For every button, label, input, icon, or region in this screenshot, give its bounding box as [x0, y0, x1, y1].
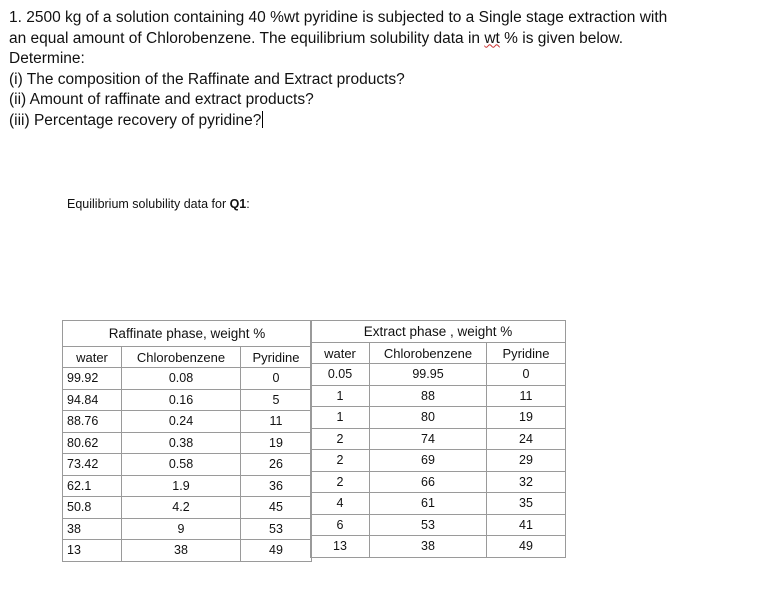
raffinate-cell: 5 [241, 389, 312, 411]
raffinate-cell: 94.84 [63, 389, 122, 411]
extract-header-pyridine: Pyridine [487, 343, 566, 364]
extract-cell: 38 [370, 536, 487, 558]
raffinate-cell: 88.76 [63, 411, 122, 433]
raffinate-cell: 99.92 [63, 368, 122, 390]
extract-row [311, 493, 566, 515]
text-cursor[interactable] [262, 111, 263, 128]
extract-cell: 49 [487, 536, 566, 558]
raffinate-cell: 13 [63, 540, 122, 562]
raffinate-row [63, 389, 312, 411]
extract-row [311, 407, 566, 429]
question-item-3 [9, 111, 759, 132]
extract-cell: 1 [311, 385, 370, 407]
extract-cell: 24 [487, 428, 566, 450]
extract-cell: 29 [487, 450, 566, 472]
extract-cell: 6 [311, 514, 370, 536]
extract-cell: 35 [487, 493, 566, 515]
extract-cell: 19 [487, 407, 566, 429]
table-caption [67, 197, 250, 211]
extract-cell: 0.05 [311, 364, 370, 386]
raffinate-cell: 0.16 [122, 389, 241, 411]
raffinate-cell: 38 [63, 518, 122, 540]
question-determine: Determine: [9, 50, 85, 67]
raffinate-row [63, 518, 312, 540]
raffinate-cell: 1.9 [122, 475, 241, 497]
raffinate-header-chlorobenzene: Chlorobenzene [122, 347, 241, 368]
raffinate-cell: 0 [241, 368, 312, 390]
raffinate-table [62, 320, 312, 562]
raffinate-cell: 49 [241, 540, 312, 562]
extract-cell: 13 [311, 536, 370, 558]
raffinate-cell: 62.1 [63, 475, 122, 497]
raffinate-title: Raffinate phase, weight % [63, 321, 312, 347]
raffinate-cell: 36 [241, 475, 312, 497]
question-line-1: 1. 2500 kg of a solution containing 40 %wt pyridine is subjected to a Single stage extraction with [9, 9, 668, 26]
raffinate-cell: 9 [122, 518, 241, 540]
extract-cell: 74 [370, 428, 487, 450]
raffinate-cell: 80.62 [63, 432, 122, 454]
extract-cell: 2 [311, 471, 370, 493]
raffinate-cell: 50.8 [63, 497, 122, 519]
extract-cell: 4 [311, 493, 370, 515]
extract-row [311, 428, 566, 450]
spellcheck-word-wt: wt [484, 29, 500, 47]
extract-row [311, 364, 566, 386]
extract-cell: 41 [487, 514, 566, 536]
raffinate-cell: 38 [122, 540, 241, 562]
extract-row [311, 514, 566, 536]
extract-cell: 69 [370, 450, 487, 472]
raffinate-cell: 0.38 [122, 432, 241, 454]
raffinate-row [63, 411, 312, 433]
raffinate-cell: 0.08 [122, 368, 241, 390]
extract-row [311, 471, 566, 493]
extract-cell: 88 [370, 385, 487, 407]
extract-cell: 2 [311, 428, 370, 450]
raffinate-cell: 73.42 [63, 454, 122, 476]
extract-table [310, 320, 566, 558]
raffinate-row [63, 368, 312, 390]
extract-cell: 0 [487, 364, 566, 386]
extract-row [311, 385, 566, 407]
extract-cell: 80 [370, 407, 487, 429]
raffinate-cell: 26 [241, 454, 312, 476]
question-item-1: (i) The composition of the Raffinate and Extract products? [9, 70, 405, 88]
raffinate-row [63, 454, 312, 476]
raffinate-header-water: water [63, 347, 122, 368]
extract-cell: 53 [370, 514, 487, 536]
raffinate-row [63, 540, 312, 562]
question-line-2 [9, 29, 759, 50]
question-item-2: (ii) Amount of raffinate and extract products? [9, 91, 314, 108]
caption-colon: : [246, 197, 250, 211]
extract-cell: 61 [370, 493, 487, 515]
extract-header-chlorobenzene: Chlorobenzene [370, 343, 487, 364]
caption-text: Equilibrium solubility data for [67, 197, 230, 211]
extract-row [311, 536, 566, 558]
raffinate-cell: 45 [241, 497, 312, 519]
extract-cell: 32 [487, 471, 566, 493]
caption-bold: Q1 [229, 197, 247, 211]
raffinate-row [63, 432, 312, 454]
raffinate-row [63, 497, 312, 519]
raffinate-row [63, 475, 312, 497]
question-text [9, 8, 759, 131]
extract-cell: 1 [311, 407, 370, 429]
extract-title: Extract phase , weight % [311, 321, 566, 343]
extract-cell: 99.95 [370, 364, 487, 386]
raffinate-cell: 4.2 [122, 497, 241, 519]
question-item-3-text: (iii) Percentage recovery of pyridine? [9, 111, 262, 129]
extract-cell: 11 [487, 385, 566, 407]
raffinate-header-pyridine: Pyridine [241, 347, 312, 368]
raffinate-cell: 19 [241, 432, 312, 454]
extract-cell: 66 [370, 471, 487, 493]
raffinate-cell: 11 [241, 411, 312, 433]
raffinate-cell: 0.58 [122, 454, 241, 476]
extract-header-water: water [311, 343, 370, 364]
raffinate-cell: 0.24 [122, 411, 241, 433]
raffinate-cell: 53 [241, 518, 312, 540]
question-line-2-start: an equal amount of Chlorobenzene. The equilibrium solubility data in [9, 29, 485, 47]
extract-row [311, 450, 566, 472]
extract-cell: 2 [311, 450, 370, 472]
question-line-2-end: % is given below. [499, 29, 624, 47]
